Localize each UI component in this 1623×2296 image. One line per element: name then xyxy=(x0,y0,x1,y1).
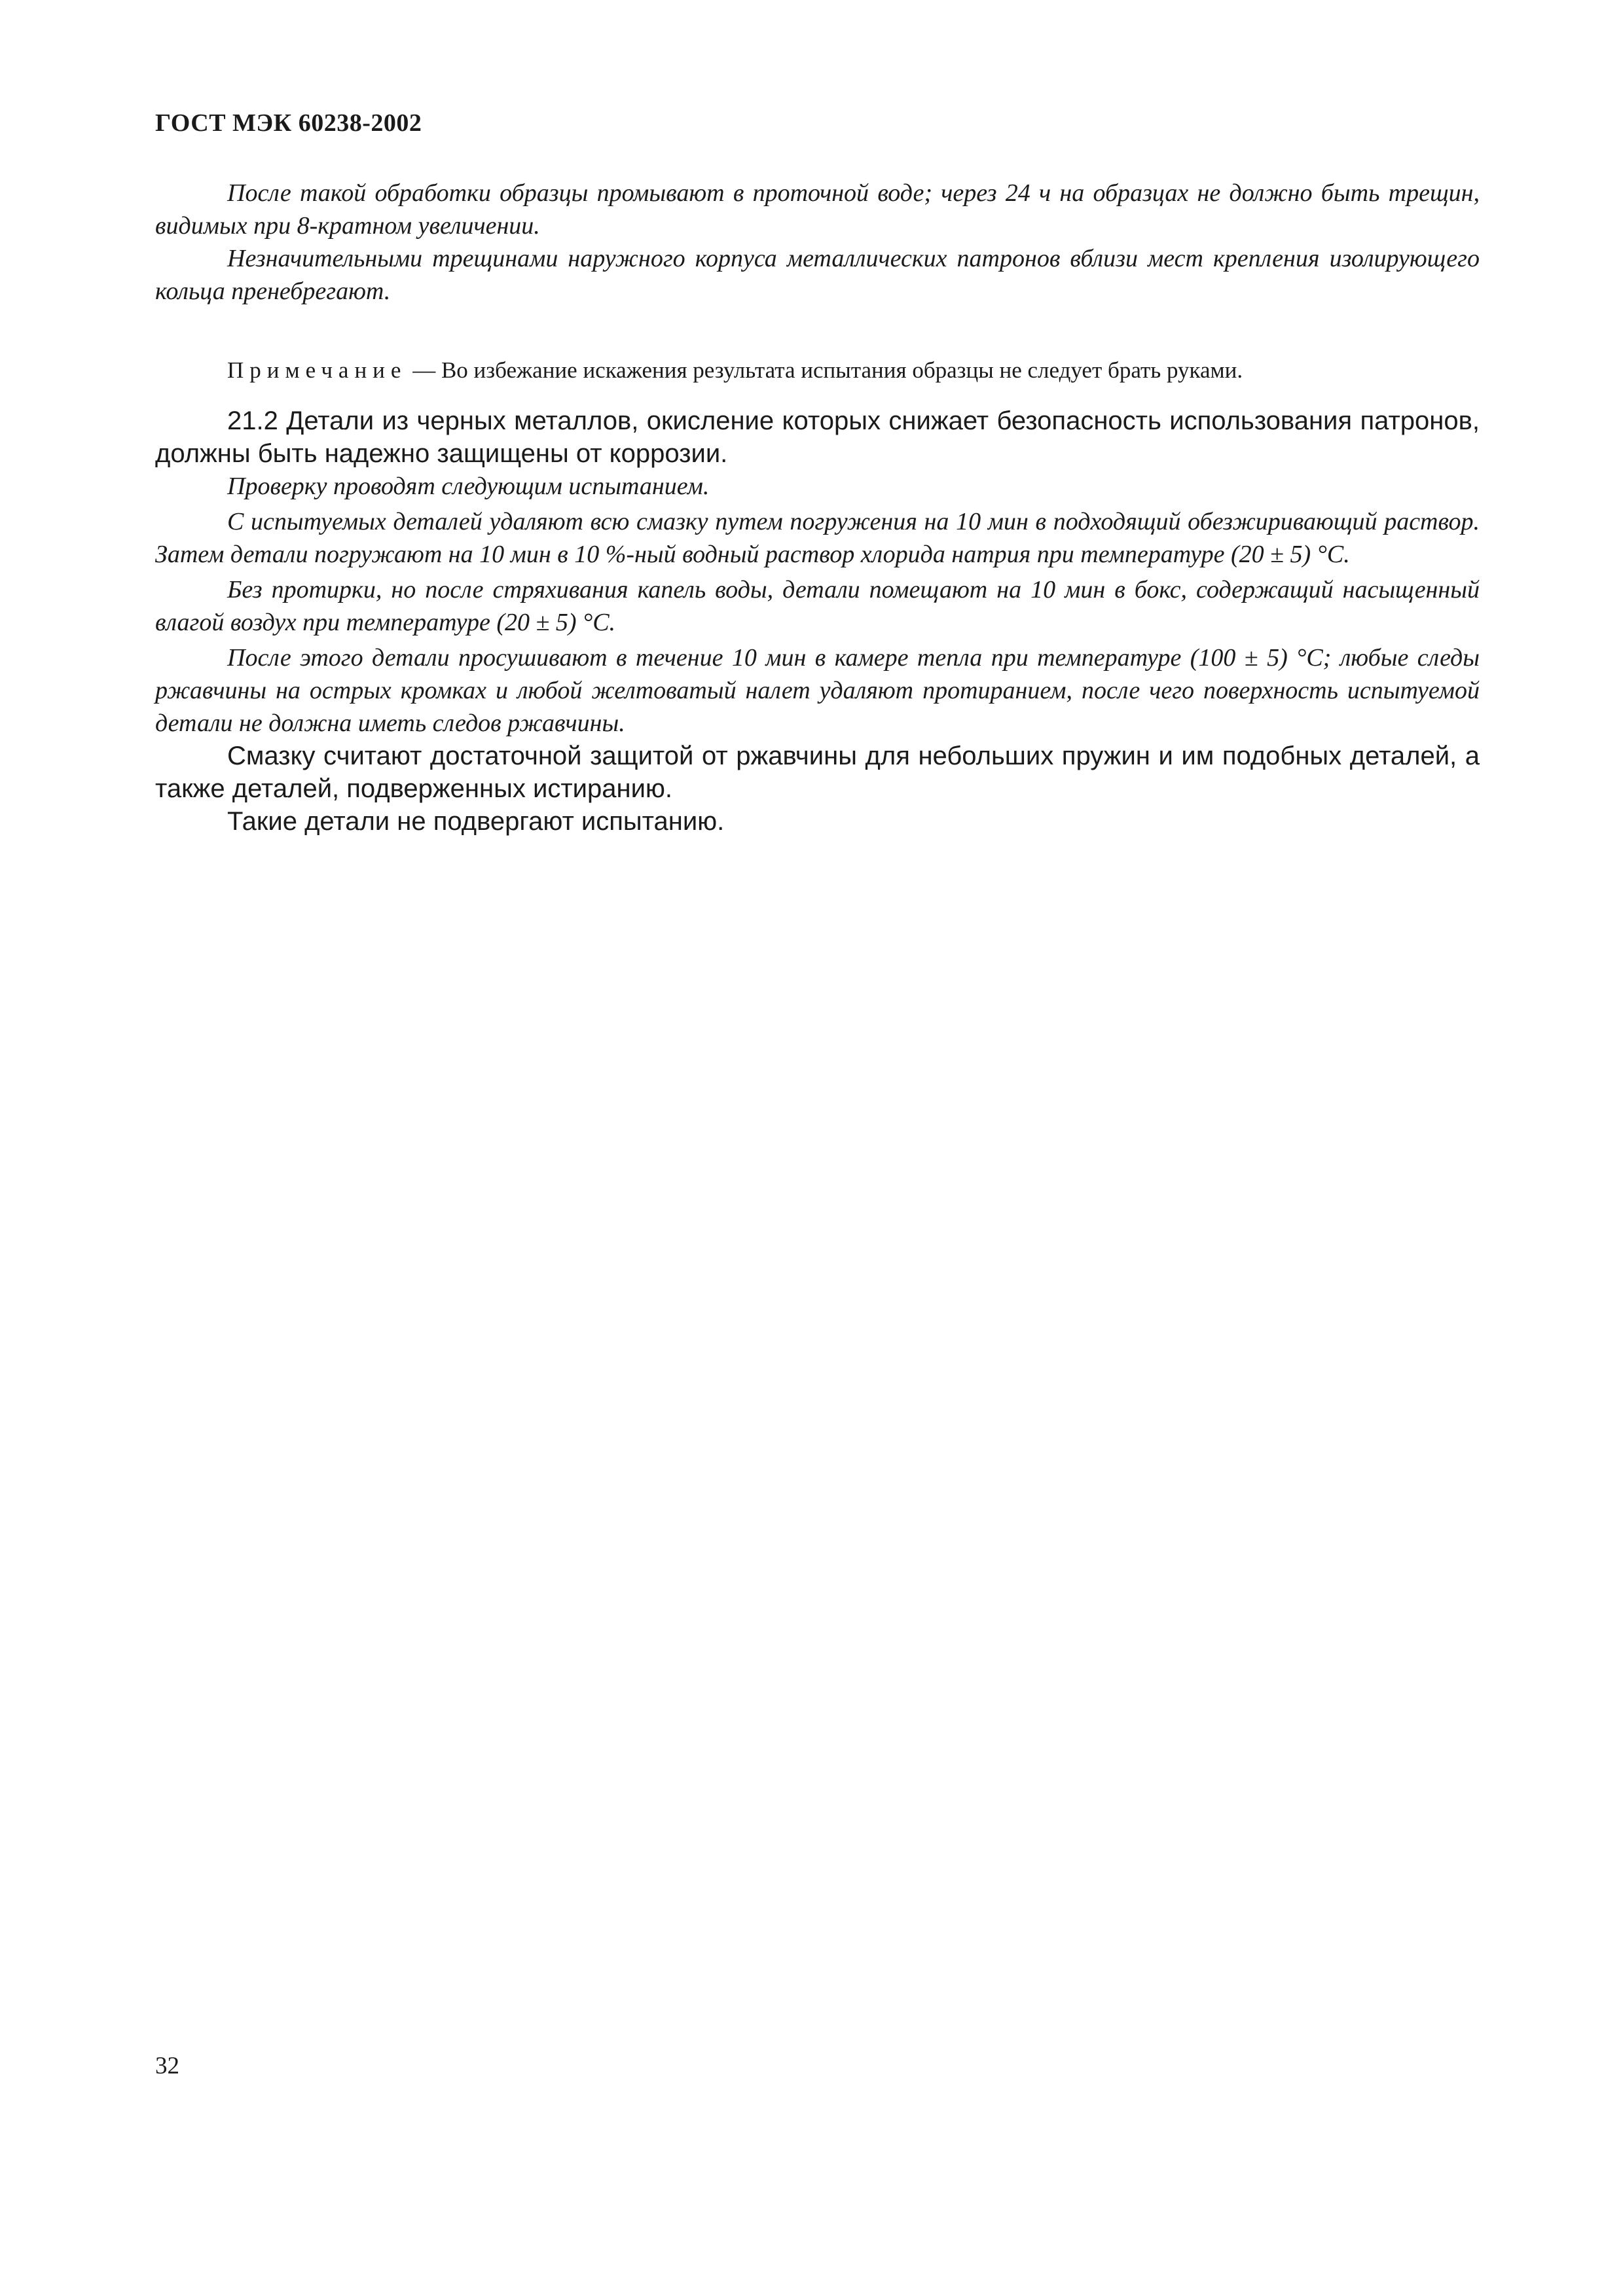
note xyxy=(155,355,1480,386)
paragraph-rinse-check: После такой обработки образцы промывают в проточной воде; через 24 ч на образцах не должно быть трещин, видимых при 8-кратном увеличении. xyxy=(155,179,1480,240)
section-21-2: 21.2 Детали из черных металлов, окисление которых снижает безопасность использования патронов, должны быть надежно защищены от коррозии. xyxy=(155,406,1480,468)
paragraph-drying: После этого детали просушивают в течение 10 мин в камере тепла при температуре (100 ± 5) °С; любые следы ржавчины на острых кромках и любой желтоватый налет удаляют протиранием, после чего поверхность испытуемой детали не должна иметь следов ржавчины. xyxy=(155,644,1480,737)
paragraph-grease-protection: Смазку считают достаточной защитой от ржавчины для небольших пружин и им подобных деталей, а также деталей, подверженных истиранию. xyxy=(155,742,1480,803)
page-number: 32 xyxy=(155,2053,179,2079)
note-label: Примечание xyxy=(227,357,407,383)
paragraph-humid-box: Без протирки, но после стряхивания капель воды, детали помещают на 10 мин в бокс, содержащий насыщенный влагой воздух при температуре (20 ± 5) °С. xyxy=(155,576,1480,636)
paragraph-test-intro: Проверку проводят следующим испытанием. xyxy=(227,473,710,500)
paragraph-no-test: Такие детали не подвергают испытанию. xyxy=(227,807,725,836)
note-text: — Во избежание искажения результата испытания образцы не следует брать руками. xyxy=(407,357,1243,383)
document-header: ГОСТ МЭК 60238-2002 xyxy=(155,109,422,137)
paragraph-minor-cracks: Незначительными трещинами наружного корпуса металлических патронов вблизи мест крепления изолирующего кольца пренебрегают. xyxy=(155,245,1480,305)
paragraph-degrease: С испытуемых деталей удаляют всю смазку путем погружения на 10 мин в подходящий обезжиривающий раствор. Затем детали погружают на 10 мин в 10 %-ный водный раствор хлорида натрия при температуре (20 ± 5) °С. xyxy=(155,508,1480,568)
document-body xyxy=(155,177,1480,838)
